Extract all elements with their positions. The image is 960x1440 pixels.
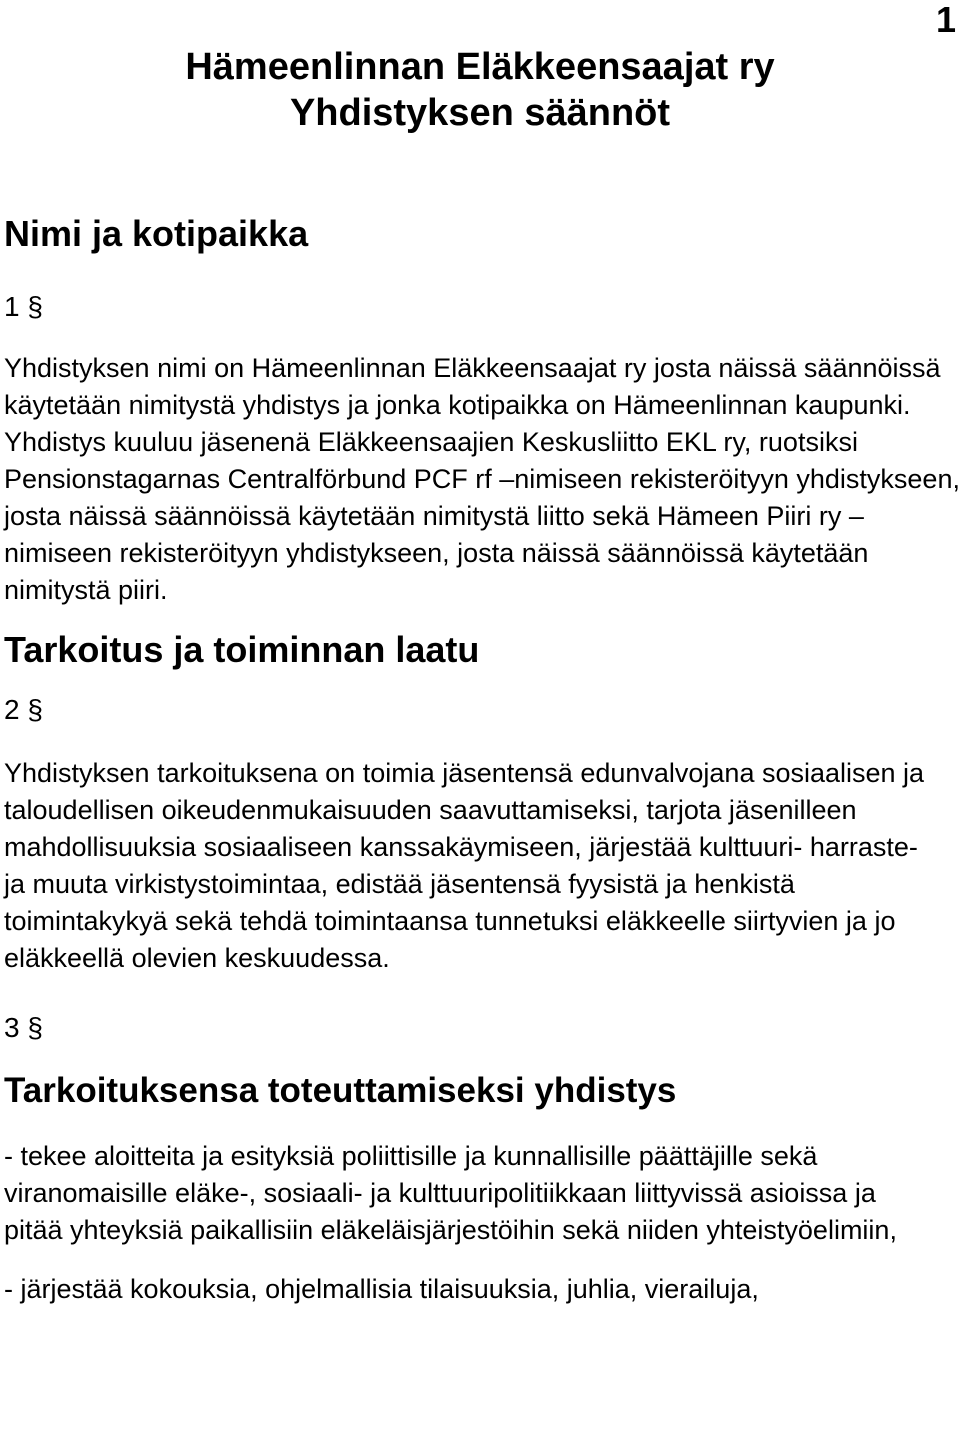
list-item-2: - järjestää kokouksia, ohjelmallisia tilaisuuksia, juhlia, vierailuja, <box>4 1274 759 1304</box>
paragraph-number-1: 1 § <box>4 291 43 322</box>
page-number: 1 <box>935 0 956 40</box>
list-item-1: - tekee aloitteita ja esityksiä poliittisille ja kunnallisille päättäjille sekä viranomaisille eläke-, sosiaali- ja kulttuuripolitiikkaan liittyvissä asioissa ja pitää yhteyksiä paikallisiin eläkeläisjärjestöihin sekä niiden yhteistyöelimiin, <box>4 1141 897 1245</box>
document-title <box>0 44 960 136</box>
section-heading-implementation: Tarkoituksensa toteuttamiseksi yhdistys <box>4 1071 677 1110</box>
paragraph-number-3: 3 § <box>4 1012 43 1043</box>
title-line-1: Hämeenlinnan Eläkkeensaajat ry <box>185 46 775 88</box>
paragraph-1-text: Yhdistyksen nimi on Hämeenlinnan Eläkkeensaajat ry josta näissä säännöissä käytetään nimitystä yhdistys ja jonka kotipaikka on Hämeenlinnan kaupunki. Yhdistys kuuluu jäsenenä Eläkkeensaajien Keskusliitto EKL ry, ruotsiksi Pensionstagarnas Centralförbund PCF rf –nimiseen rekisteröityyn yhdistykseen, josta näissä säännöissä käytetään nimitystä liitto sekä Hämeen Piiri ry –nimiseen rekisteröityyn yhdistykseen, josta näissä säännöissä käytetään nimitystä piiri. <box>4 353 960 605</box>
section-heading-name-and-domicile: Nimi ja kotipaikka <box>4 213 309 254</box>
document-body <box>4 212 960 1308</box>
paragraph-2-text: Yhdistyksen tarkoituksena on toimia jäsentensä edunvalvojana sosiaalisen ja taloudellisen oikeudenmukaisuuden saavuttamiseksi, tarjota jäsenilleen mahdollisuuksia sosiaaliseen kanssakäymiseen, järjestää kulttuuri- harraste- ja muuta virkistystoimintaa, edistää jäsentensä fyysistä ja henkistä toimintakykyä sekä tehdä toimintaansa tunnetuksi eläkkeelle siirtyvien ja jo eläkkeellä olevien keskuudessa. <box>4 758 925 973</box>
title-line-2: Yhdistyksen säännöt <box>289 92 671 134</box>
section-heading-purpose: Tarkoitus ja toiminnan laatu <box>4 629 480 670</box>
paragraph-number-2: 2 § <box>4 694 43 725</box>
